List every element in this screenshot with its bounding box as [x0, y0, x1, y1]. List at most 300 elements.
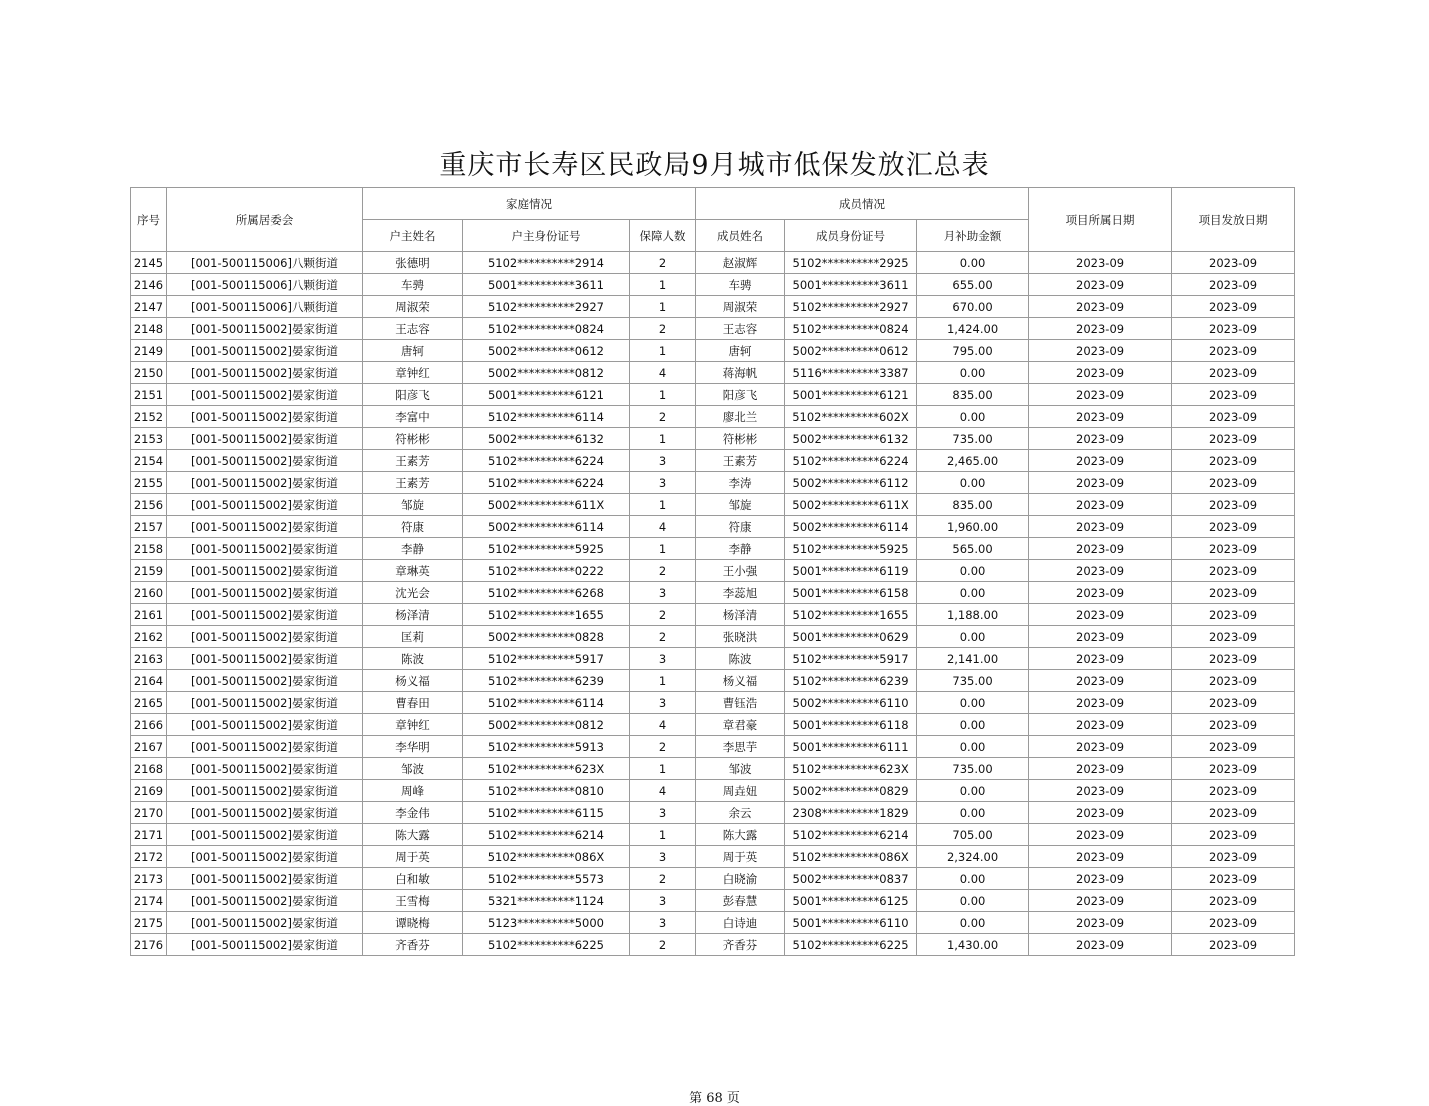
- cell-member-id: 5001**********6118: [785, 714, 917, 736]
- cell-project-date: 2023-09: [1029, 450, 1172, 472]
- cell-member-name: 蒋海帆: [696, 362, 785, 384]
- cell-amount: 735.00: [917, 758, 1029, 780]
- cell-member-name: 周垚妞: [696, 780, 785, 802]
- cell-amount: 565.00: [917, 538, 1029, 560]
- header-count: 保障人数: [630, 220, 696, 252]
- cell-project-date: 2023-09: [1029, 692, 1172, 714]
- cell-head-name: 邹波: [363, 758, 463, 780]
- cell-head-id: 5102**********623X: [463, 758, 630, 780]
- header-committee: 所属居委会: [167, 188, 363, 252]
- header-amount: 月补助金额: [917, 220, 1029, 252]
- cell-member-name: 符康: [696, 516, 785, 538]
- cell-count: 1: [630, 538, 696, 560]
- cell-head-id: 5102**********0810: [463, 780, 630, 802]
- cell-head-id: 5123**********5000: [463, 912, 630, 934]
- cell-issue-date: 2023-09: [1172, 626, 1295, 648]
- cell-member-id: 5102**********2925: [785, 252, 917, 274]
- cell-head-id: 5102**********6224: [463, 450, 630, 472]
- cell-head-name: 匡莉: [363, 626, 463, 648]
- cell-seq: 2170: [131, 802, 167, 824]
- cell-member-id: 5002**********611X: [785, 494, 917, 516]
- header-project-date: 项目所属日期: [1029, 188, 1172, 252]
- cell-project-date: 2023-09: [1029, 516, 1172, 538]
- cell-head-id: 5102**********086X: [463, 846, 630, 868]
- cell-issue-date: 2023-09: [1172, 648, 1295, 670]
- cell-member-name: 张晓洪: [696, 626, 785, 648]
- cell-head-id: 5102**********0824: [463, 318, 630, 340]
- cell-head-name: 沈光会: [363, 582, 463, 604]
- cell-head-name: 车骋: [363, 274, 463, 296]
- cell-member-id: 5002**********0837: [785, 868, 917, 890]
- cell-amount: 0.00: [917, 912, 1029, 934]
- cell-count: 1: [630, 296, 696, 318]
- cell-head-name: 李华明: [363, 736, 463, 758]
- cell-amount: 705.00: [917, 824, 1029, 846]
- cell-member-name: 车骋: [696, 274, 785, 296]
- cell-member-name: 白晓渝: [696, 868, 785, 890]
- cell-committee: [001-500115002]晏家街道: [167, 868, 363, 890]
- cell-project-date: 2023-09: [1029, 362, 1172, 384]
- cell-head-id: 5321**********1124: [463, 890, 630, 912]
- cell-member-id: 5102**********5917: [785, 648, 917, 670]
- cell-count: 1: [630, 340, 696, 362]
- cell-member-name: 杨义福: [696, 670, 785, 692]
- cell-seq: 2154: [131, 450, 167, 472]
- cell-project-date: 2023-09: [1029, 318, 1172, 340]
- cell-amount: 735.00: [917, 670, 1029, 692]
- cell-count: 2: [630, 406, 696, 428]
- cell-member-name: 邹波: [696, 758, 785, 780]
- cell-seq: 2158: [131, 538, 167, 560]
- cell-committee: [001-500115002]晏家街道: [167, 758, 363, 780]
- cell-count: 2: [630, 736, 696, 758]
- header-member-id: 成员身份证号: [785, 220, 917, 252]
- cell-issue-date: 2023-09: [1172, 604, 1295, 626]
- cell-head-id: 5102**********6224: [463, 472, 630, 494]
- cell-member-id: 5102**********6225: [785, 934, 917, 956]
- cell-issue-date: 2023-09: [1172, 428, 1295, 450]
- cell-count: 4: [630, 516, 696, 538]
- cell-issue-date: 2023-09: [1172, 472, 1295, 494]
- cell-seq: 2162: [131, 626, 167, 648]
- cell-member-id: 5002**********6132: [785, 428, 917, 450]
- cell-head-id: 5102**********0222: [463, 560, 630, 582]
- cell-amount: 0.00: [917, 406, 1029, 428]
- cell-project-date: 2023-09: [1029, 560, 1172, 582]
- cell-seq: 2165: [131, 692, 167, 714]
- cell-count: 1: [630, 824, 696, 846]
- cell-member-name: 余云: [696, 802, 785, 824]
- cell-project-date: 2023-09: [1029, 934, 1172, 956]
- cell-issue-date: 2023-09: [1172, 494, 1295, 516]
- cell-seq: 2161: [131, 604, 167, 626]
- table-row: [131, 318, 1295, 340]
- cell-member-name: 唐轲: [696, 340, 785, 362]
- cell-member-id: 5102**********623X: [785, 758, 917, 780]
- cell-project-date: 2023-09: [1029, 670, 1172, 692]
- table-row: [131, 626, 1295, 648]
- cell-project-date: 2023-09: [1029, 824, 1172, 846]
- cell-member-id: 5102**********6214: [785, 824, 917, 846]
- cell-count: 3: [630, 648, 696, 670]
- cell-head-name: 周峰: [363, 780, 463, 802]
- cell-count: 2: [630, 604, 696, 626]
- cell-project-date: 2023-09: [1029, 780, 1172, 802]
- relief-table: [130, 187, 1295, 956]
- cell-head-id: 5102**********1655: [463, 604, 630, 626]
- cell-member-id: 5002**********6110: [785, 692, 917, 714]
- cell-issue-date: 2023-09: [1172, 868, 1295, 890]
- cell-head-id: 5002**********6132: [463, 428, 630, 450]
- cell-head-name: 陈大露: [363, 824, 463, 846]
- cell-committee: [001-500115006]八颗街道: [167, 252, 363, 274]
- cell-member-id: 2308**********1829: [785, 802, 917, 824]
- cell-seq: 2148: [131, 318, 167, 340]
- cell-head-name: 李静: [363, 538, 463, 560]
- cell-issue-date: 2023-09: [1172, 670, 1295, 692]
- cell-amount: 0.00: [917, 780, 1029, 802]
- cell-count: 4: [630, 714, 696, 736]
- table-row: [131, 494, 1295, 516]
- table-row: [131, 736, 1295, 758]
- cell-member-id: 5102**********086X: [785, 846, 917, 868]
- cell-head-id: 5002**********0612: [463, 340, 630, 362]
- cell-project-date: 2023-09: [1029, 582, 1172, 604]
- cell-seq: 2171: [131, 824, 167, 846]
- cell-count: 1: [630, 274, 696, 296]
- table-row: [131, 890, 1295, 912]
- cell-amount: 835.00: [917, 384, 1029, 406]
- cell-seq: 2155: [131, 472, 167, 494]
- cell-head-id: 5102**********5917: [463, 648, 630, 670]
- cell-member-name: 周淑荣: [696, 296, 785, 318]
- cell-member-name: 李思芋: [696, 736, 785, 758]
- cell-head-id: 5001**********6121: [463, 384, 630, 406]
- cell-amount: 0.00: [917, 890, 1029, 912]
- cell-member-name: 王素芳: [696, 450, 785, 472]
- table-row: [131, 648, 1295, 670]
- cell-issue-date: 2023-09: [1172, 340, 1295, 362]
- cell-project-date: 2023-09: [1029, 714, 1172, 736]
- cell-count: 4: [630, 780, 696, 802]
- cell-head-name: 杨泽清: [363, 604, 463, 626]
- cell-member-name: 陈波: [696, 648, 785, 670]
- cell-seq: 2173: [131, 868, 167, 890]
- cell-member-id: 5002**********0612: [785, 340, 917, 362]
- cell-member-name: 白诗迪: [696, 912, 785, 934]
- cell-head-name: 王雪梅: [363, 890, 463, 912]
- table-row: [131, 406, 1295, 428]
- cell-count: 4: [630, 362, 696, 384]
- cell-issue-date: 2023-09: [1172, 714, 1295, 736]
- cell-committee: [001-500115002]晏家街道: [167, 912, 363, 934]
- cell-committee: [001-500115002]晏家街道: [167, 362, 363, 384]
- cell-count: 3: [630, 472, 696, 494]
- table-row: [131, 274, 1295, 296]
- cell-committee: [001-500115002]晏家街道: [167, 670, 363, 692]
- cell-amount: 0.00: [917, 802, 1029, 824]
- table-row: [131, 824, 1295, 846]
- table-row: [131, 560, 1295, 582]
- cell-committee: [001-500115002]晏家街道: [167, 318, 363, 340]
- cell-amount: 2,324.00: [917, 846, 1029, 868]
- cell-head-id: 5102**********6214: [463, 824, 630, 846]
- cell-committee: [001-500115002]晏家街道: [167, 604, 363, 626]
- table-row: [131, 714, 1295, 736]
- cell-count: 3: [630, 890, 696, 912]
- table-row: [131, 516, 1295, 538]
- cell-committee: [001-500115002]晏家街道: [167, 384, 363, 406]
- table-header: [131, 188, 1295, 252]
- header-head-name: 户主姓名: [363, 220, 463, 252]
- cell-seq: 2151: [131, 384, 167, 406]
- cell-member-id: 5001**********6119: [785, 560, 917, 582]
- cell-count: 2: [630, 252, 696, 274]
- cell-member-name: 邹旋: [696, 494, 785, 516]
- table-row: [131, 780, 1295, 802]
- cell-amount: 2,141.00: [917, 648, 1029, 670]
- cell-project-date: 2023-09: [1029, 912, 1172, 934]
- cell-project-date: 2023-09: [1029, 340, 1172, 362]
- cell-seq: 2164: [131, 670, 167, 692]
- cell-amount: 0.00: [917, 714, 1029, 736]
- cell-committee: [001-500115002]晏家街道: [167, 648, 363, 670]
- cell-committee: [001-500115002]晏家街道: [167, 582, 363, 604]
- header-family: 家庭情况: [363, 188, 696, 220]
- cell-committee: [001-500115002]晏家街道: [167, 934, 363, 956]
- table-row: [131, 846, 1295, 868]
- cell-seq: 2163: [131, 648, 167, 670]
- cell-member-name: 齐香芬: [696, 934, 785, 956]
- cell-head-id: 5002**********611X: [463, 494, 630, 516]
- cell-count: 1: [630, 494, 696, 516]
- cell-head-name: 章钟红: [363, 714, 463, 736]
- cell-member-name: 廖北兰: [696, 406, 785, 428]
- cell-seq: 2147: [131, 296, 167, 318]
- cell-member-id: 5002**********0829: [785, 780, 917, 802]
- cell-member-name: 彭春慧: [696, 890, 785, 912]
- cell-amount: 795.00: [917, 340, 1029, 362]
- cell-issue-date: 2023-09: [1172, 318, 1295, 340]
- cell-member-name: 李涛: [696, 472, 785, 494]
- cell-issue-date: 2023-09: [1172, 274, 1295, 296]
- cell-committee: [001-500115002]晏家街道: [167, 406, 363, 428]
- cell-committee: [001-500115002]晏家街道: [167, 626, 363, 648]
- cell-count: 2: [630, 318, 696, 340]
- cell-member-name: 章君豪: [696, 714, 785, 736]
- cell-amount: 1,424.00: [917, 318, 1029, 340]
- cell-project-date: 2023-09: [1029, 274, 1172, 296]
- cell-head-id: 5102**********5925: [463, 538, 630, 560]
- cell-seq: 2156: [131, 494, 167, 516]
- cell-project-date: 2023-09: [1029, 604, 1172, 626]
- cell-committee: [001-500115002]晏家街道: [167, 890, 363, 912]
- cell-head-name: 王素芳: [363, 472, 463, 494]
- cell-amount: 1,430.00: [917, 934, 1029, 956]
- cell-member-name: 李静: [696, 538, 785, 560]
- cell-amount: 0.00: [917, 362, 1029, 384]
- cell-seq: 2146: [131, 274, 167, 296]
- cell-member-id: 5002**********6112: [785, 472, 917, 494]
- table-row: [131, 428, 1295, 450]
- cell-count: 1: [630, 428, 696, 450]
- cell-issue-date: 2023-09: [1172, 450, 1295, 472]
- cell-project-date: 2023-09: [1029, 868, 1172, 890]
- cell-issue-date: 2023-09: [1172, 780, 1295, 802]
- cell-member-id: 5001**********0629: [785, 626, 917, 648]
- cell-count: 3: [630, 582, 696, 604]
- cell-issue-date: 2023-09: [1172, 890, 1295, 912]
- cell-member-id: 5002**********6114: [785, 516, 917, 538]
- cell-committee: [001-500115002]晏家街道: [167, 560, 363, 582]
- cell-seq: 2174: [131, 890, 167, 912]
- cell-head-name: 章琳英: [363, 560, 463, 582]
- table-row: [131, 934, 1295, 956]
- cell-amount: 655.00: [917, 274, 1029, 296]
- cell-project-date: 2023-09: [1029, 494, 1172, 516]
- cell-head-id: 5002**********0812: [463, 714, 630, 736]
- cell-committee: [001-500115002]晏家街道: [167, 780, 363, 802]
- cell-committee: [001-500115002]晏家街道: [167, 538, 363, 560]
- cell-count: 3: [630, 802, 696, 824]
- page-title: 重庆市长寿区民政局9月城市低保发放汇总表: [439, 150, 990, 181]
- cell-amount: 0.00: [917, 736, 1029, 758]
- table-row: [131, 384, 1295, 406]
- cell-amount: 0.00: [917, 560, 1029, 582]
- cell-amount: 0.00: [917, 692, 1029, 714]
- cell-project-date: 2023-09: [1029, 538, 1172, 560]
- cell-head-id: 5102**********6239: [463, 670, 630, 692]
- cell-count: 3: [630, 692, 696, 714]
- table-row: [131, 340, 1295, 362]
- cell-head-name: 王素芳: [363, 450, 463, 472]
- cell-head-id: 5102**********5913: [463, 736, 630, 758]
- cell-issue-date: 2023-09: [1172, 538, 1295, 560]
- cell-member-id: 5102**********2927: [785, 296, 917, 318]
- cell-count: 3: [630, 450, 696, 472]
- cell-member-name: 王志容: [696, 318, 785, 340]
- cell-head-name: 周于英: [363, 846, 463, 868]
- cell-seq: 2149: [131, 340, 167, 362]
- cell-amount: 0.00: [917, 868, 1029, 890]
- cell-issue-date: 2023-09: [1172, 252, 1295, 274]
- cell-member-id: 5001**********6110: [785, 912, 917, 934]
- cell-seq: 2176: [131, 934, 167, 956]
- cell-project-date: 2023-09: [1029, 890, 1172, 912]
- cell-member-name: 赵淑辉: [696, 252, 785, 274]
- cell-seq: 2159: [131, 560, 167, 582]
- cell-seq: 2166: [131, 714, 167, 736]
- cell-head-name: 李富中: [363, 406, 463, 428]
- cell-member-name: 王小强: [696, 560, 785, 582]
- cell-count: 2: [630, 626, 696, 648]
- cell-head-id: 5102**********6225: [463, 934, 630, 956]
- cell-project-date: 2023-09: [1029, 846, 1172, 868]
- cell-issue-date: 2023-09: [1172, 692, 1295, 714]
- cell-committee: [001-500115002]晏家街道: [167, 428, 363, 450]
- cell-committee: [001-500115002]晏家街道: [167, 736, 363, 758]
- table-row: [131, 802, 1295, 824]
- table-row: [131, 362, 1295, 384]
- cell-issue-date: 2023-09: [1172, 934, 1295, 956]
- cell-amount: 0.00: [917, 472, 1029, 494]
- cell-head-name: 张德明: [363, 252, 463, 274]
- cell-issue-date: 2023-09: [1172, 736, 1295, 758]
- cell-issue-date: 2023-09: [1172, 846, 1295, 868]
- cell-head-id: 5102**********6114: [463, 406, 630, 428]
- cell-member-id: 5102**********1655: [785, 604, 917, 626]
- cell-count: 2: [630, 868, 696, 890]
- cell-issue-date: 2023-09: [1172, 912, 1295, 934]
- cell-member-name: 陈大露: [696, 824, 785, 846]
- cell-seq: 2157: [131, 516, 167, 538]
- cell-head-name: 王志容: [363, 318, 463, 340]
- cell-issue-date: 2023-09: [1172, 406, 1295, 428]
- cell-head-id: 5102**********5573: [463, 868, 630, 890]
- cell-member-id: 5001**********6111: [785, 736, 917, 758]
- header-issue-date: 项目发放日期: [1172, 188, 1295, 252]
- cell-member-name: 阳彦飞: [696, 384, 785, 406]
- cell-seq: 2169: [131, 780, 167, 802]
- cell-head-id: 5102**********2927: [463, 296, 630, 318]
- cell-committee: [001-500115002]晏家街道: [167, 494, 363, 516]
- cell-head-name: 白和敏: [363, 868, 463, 890]
- table-row: [131, 692, 1295, 714]
- cell-head-name: 阳彦飞: [363, 384, 463, 406]
- cell-head-name: 李金伟: [363, 802, 463, 824]
- cell-member-id: 5001**********3611: [785, 274, 917, 296]
- header-member: 成员情况: [696, 188, 1029, 220]
- table-row: [131, 472, 1295, 494]
- cell-issue-date: 2023-09: [1172, 802, 1295, 824]
- cell-member-name: 周于英: [696, 846, 785, 868]
- cell-project-date: 2023-09: [1029, 626, 1172, 648]
- cell-count: 1: [630, 384, 696, 406]
- cell-seq: 2160: [131, 582, 167, 604]
- cell-count: 1: [630, 758, 696, 780]
- cell-amount: 1,188.00: [917, 604, 1029, 626]
- header-head-id: 户主身份证号: [463, 220, 630, 252]
- cell-count: 2: [630, 934, 696, 956]
- cell-member-name: 符彬彬: [696, 428, 785, 450]
- cell-member-id: 5102**********6224: [785, 450, 917, 472]
- table-row: [131, 296, 1295, 318]
- cell-project-date: 2023-09: [1029, 296, 1172, 318]
- cell-amount: 0.00: [917, 582, 1029, 604]
- cell-head-name: 齐香芬: [363, 934, 463, 956]
- cell-head-id: 5102**********6115: [463, 802, 630, 824]
- table-row: [131, 538, 1295, 560]
- cell-amount: 1,960.00: [917, 516, 1029, 538]
- cell-head-name: 杨义福: [363, 670, 463, 692]
- cell-head-id: 5002**********0828: [463, 626, 630, 648]
- cell-head-id: 5102**********6268: [463, 582, 630, 604]
- cell-seq: 2152: [131, 406, 167, 428]
- cell-committee: [001-500115002]晏家街道: [167, 824, 363, 846]
- cell-seq: 2172: [131, 846, 167, 868]
- cell-project-date: 2023-09: [1029, 428, 1172, 450]
- cell-committee: [001-500115002]晏家街道: [167, 472, 363, 494]
- cell-head-id: 5002**********0812: [463, 362, 630, 384]
- cell-committee: [001-500115002]晏家街道: [167, 802, 363, 824]
- cell-committee: [001-500115002]晏家街道: [167, 450, 363, 472]
- cell-member-id: 5102**********0824: [785, 318, 917, 340]
- cell-count: 3: [630, 912, 696, 934]
- cell-count: 1: [630, 670, 696, 692]
- table-row: [131, 582, 1295, 604]
- cell-count: 2: [630, 560, 696, 582]
- cell-issue-date: 2023-09: [1172, 824, 1295, 846]
